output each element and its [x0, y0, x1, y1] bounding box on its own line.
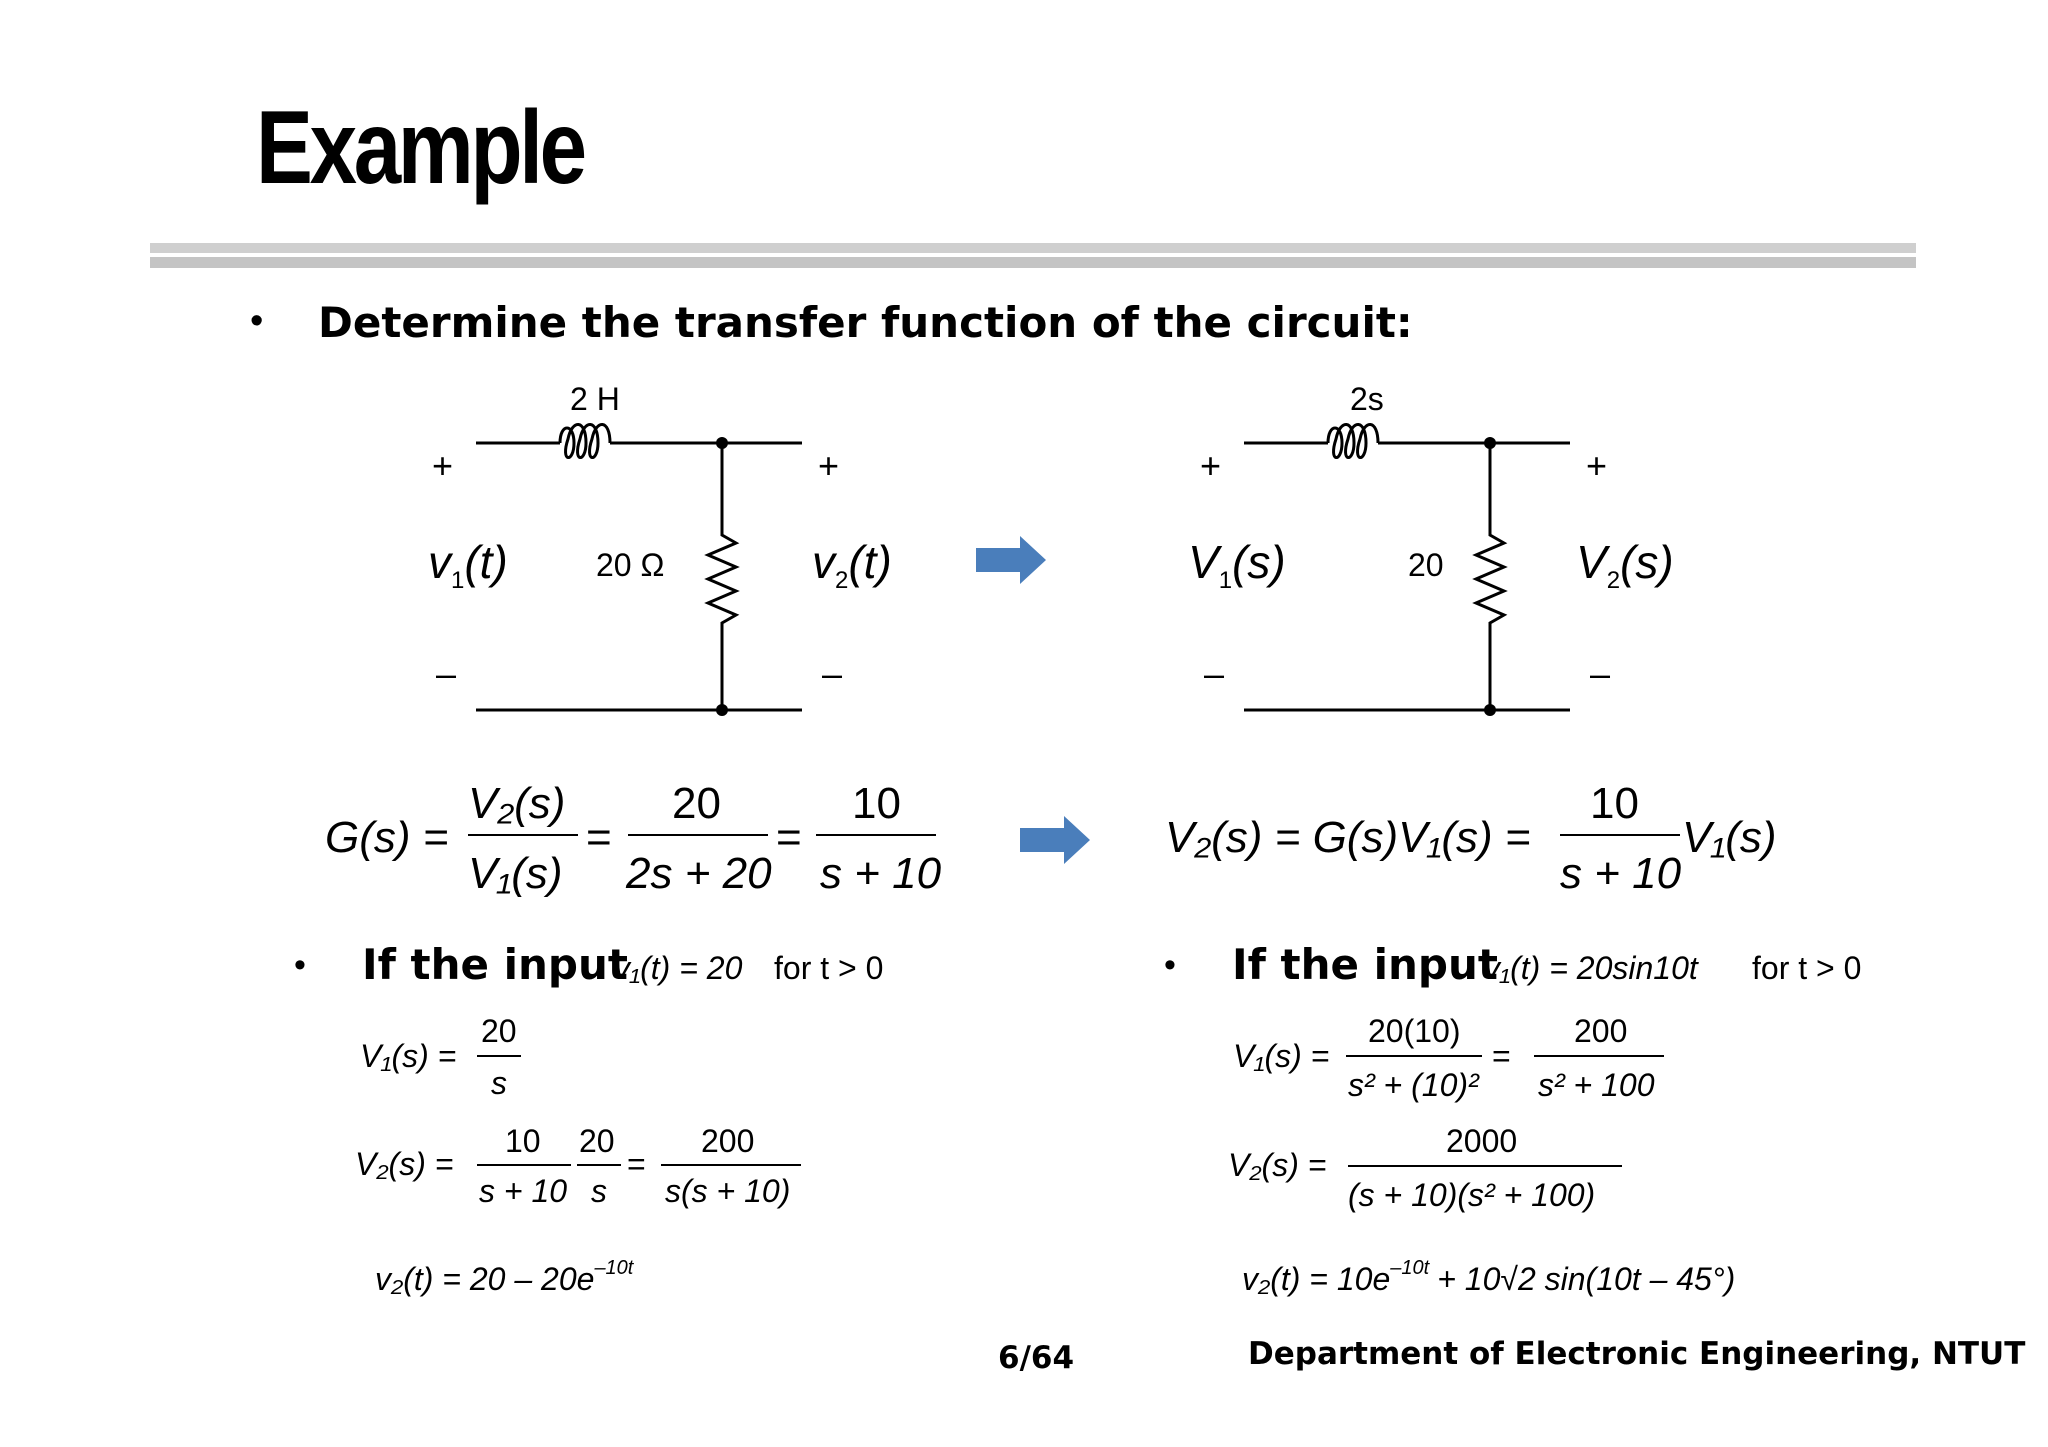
right-v2-lhs: V₂(s) = [1228, 1147, 1327, 1183]
bullet-dot-left: • [294, 946, 306, 984]
left-v2-f3-den: s(s + 10) [665, 1173, 791, 1209]
arrow-right-icon [976, 536, 1046, 586]
input-var-right: $V_1(s)$ [1188, 536, 1286, 594]
v2-num: 10 [1590, 779, 1639, 828]
g-frac2-den: 2s + 20 [626, 849, 772, 898]
resistor-icon-right [1476, 443, 1504, 710]
g-lhs: G(s) = [325, 813, 449, 862]
right-v1-lhs: V₁(s) = [1233, 1038, 1330, 1074]
output-var-right: $V_2(s)$ [1576, 536, 1674, 594]
g-frac3-den: s + 10 [820, 849, 942, 898]
title-rule-top [150, 243, 1916, 253]
footer-department: Department of Electronic Engineering, NTUT [1248, 1336, 2026, 1372]
right-v1-eq: = [1492, 1038, 1511, 1074]
right-input-cond: for t > 0 [1752, 950, 1862, 986]
inductor-icon-right [1328, 424, 1378, 457]
g-frac1-num: V₂(s) [468, 779, 566, 828]
output-equation [1160, 770, 1800, 910]
right-v1-f2-num: 200 [1574, 1013, 1628, 1049]
left-v2-eq: = [627, 1146, 646, 1182]
circuit-right [1168, 360, 1728, 730]
right-v1-f2-den: s² + 100 [1538, 1067, 1655, 1103]
inductor-icon-left [560, 424, 610, 457]
g-eq1: = [586, 813, 612, 862]
v2-tail: V₁(s) [1682, 813, 1777, 862]
v2-den: s + 10 [1560, 849, 1682, 898]
output-var-left: $v_2(t)$ [812, 536, 892, 594]
g-frac2-num: 20 [672, 779, 721, 828]
title-rule-bottom [150, 257, 1916, 268]
bullet-dot-right: • [1164, 946, 1176, 984]
left-v2-f3-num: 200 [701, 1123, 755, 1159]
resistor-icon-left [708, 443, 736, 710]
right-input-expr: v₁(t) = 20sin10t [1484, 950, 1698, 986]
inductor-label-left: 2 H [570, 381, 620, 417]
slide-title: Example [256, 90, 584, 206]
transfer-function-equation [320, 770, 960, 910]
circuit-left [400, 360, 960, 730]
g-eq2: = [776, 813, 802, 862]
left-input-expr: v₁(t) = 20 [614, 950, 743, 986]
right-v2-den: (s + 10)(s² + 100) [1348, 1177, 1596, 1213]
arrow-right-icon-2 [1020, 816, 1090, 866]
left-v2-f2-num: 20 [579, 1123, 615, 1159]
output-minus-left: – [822, 653, 843, 694]
input-plus-left: + [432, 445, 454, 486]
input-minus-left: – [436, 653, 457, 694]
output-plus-left: + [818, 445, 840, 486]
right-v2-time: $v_2(t) = 10e^{-10t} + 10√2$ sin(10t – 45°) [1242, 1257, 1736, 1297]
bullet-left-text: If the input [362, 940, 628, 989]
input-minus-right: – [1204, 653, 1225, 694]
g-frac3-num: 10 [852, 779, 901, 828]
right-v1-f1-den: s² + (10)² [1348, 1067, 1479, 1103]
bullet-right-text: If the input [1232, 940, 1498, 989]
input-var-left: $v_1(t)$ [428, 536, 508, 594]
input-plus-right: + [1200, 445, 1222, 486]
v2-lhs: V₂(s) = G(s)V₁(s) = [1165, 813, 1531, 862]
left-v1-lhs: V₁(s) = [360, 1038, 457, 1074]
page-number: 6/64 [998, 1340, 1075, 1376]
right-v2-num: 2000 [1446, 1123, 1518, 1159]
bullet-main-text: Determine the transfer function of the circuit: [318, 298, 1413, 347]
output-plus-right: + [1586, 445, 1608, 486]
right-case-equations [1228, 1000, 1828, 1340]
resistor-label-right: 20 [1408, 547, 1444, 583]
right-v1-f1-num: 20(10) [1368, 1013, 1461, 1049]
output-minus-right: – [1590, 653, 1611, 694]
left-v2-f1-num: 10 [505, 1123, 541, 1159]
resistor-label-left: 20 Ω [596, 547, 665, 583]
left-v2-lhs: V₂(s) = [355, 1146, 454, 1182]
left-v1-num: 20 [481, 1013, 517, 1049]
left-v1-den: s [491, 1065, 507, 1101]
left-v2-f2-den: s [591, 1173, 607, 1209]
left-case-equations [355, 1010, 875, 1330]
left-v2-f1-den: s + 10 [479, 1173, 568, 1209]
g-frac1-den: V₁(s) [468, 849, 563, 898]
inductor-label-right: 2s [1350, 381, 1384, 417]
bullet-dot: • [250, 300, 264, 342]
left-input-cond: for t > 0 [774, 950, 884, 986]
left-v2-time: $v_2(t) = 20 - 20e^{-10t}$ [375, 1257, 634, 1297]
